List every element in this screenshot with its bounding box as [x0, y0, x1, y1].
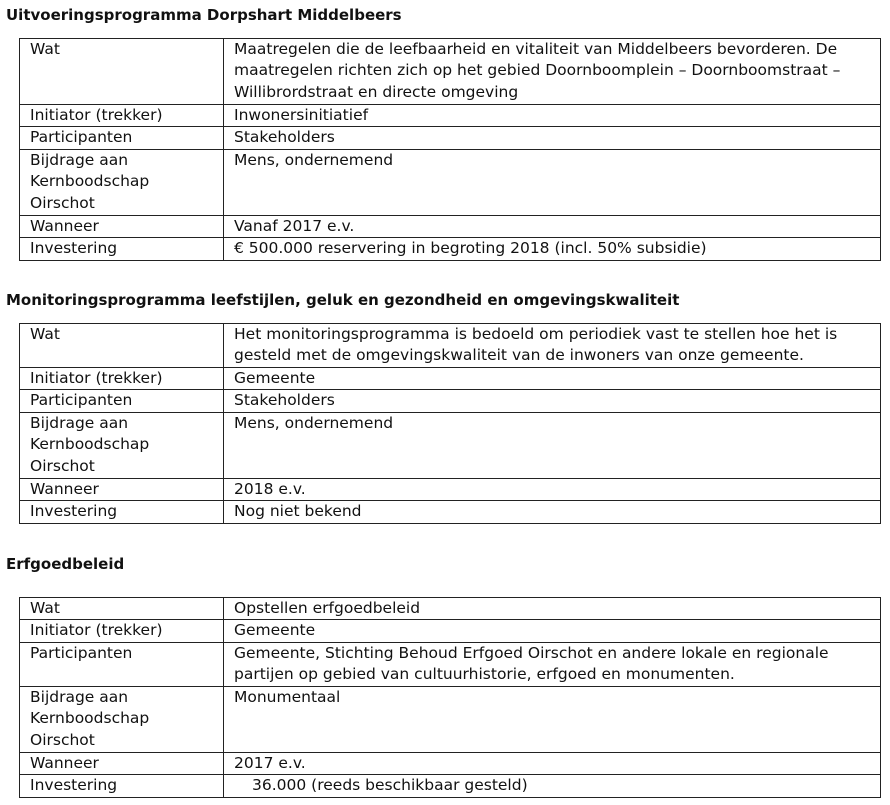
table-row — [20, 642, 881, 686]
row-label: Initiator (trekker) — [20, 368, 224, 390]
row-value: 36.000 (reeds beschikbaar gesteld) — [224, 775, 881, 797]
row-label: Participanten — [20, 390, 224, 412]
program-table-erfgoed — [19, 597, 881, 798]
table-row — [20, 686, 881, 752]
section-title-monitoring: Monitoringsprogramma leefstijlen, geluk en gezondheid en omgevingskwaliteit — [6, 291, 680, 309]
row-value: Monumentaal — [224, 686, 881, 752]
table-row — [20, 105, 881, 127]
program-table-monitoring — [19, 323, 881, 524]
row-value: Gemeente — [224, 368, 881, 390]
row-label: Wat — [20, 598, 224, 620]
row-value: Stakeholders — [224, 390, 881, 412]
row-value: 2017 e.v. — [224, 752, 881, 774]
row-label: Wanneer — [20, 752, 224, 774]
table-row — [20, 478, 881, 500]
row-value: Opstellen erfgoedbeleid — [224, 598, 881, 620]
row-value: Mens, ondernemend — [224, 149, 881, 215]
row-label: Wat — [20, 39, 224, 105]
row-label: Investering — [20, 238, 224, 260]
table-row — [20, 238, 881, 260]
row-value: Mens, ondernemend — [224, 412, 881, 478]
row-value: Vanaf 2017 e.v. — [224, 215, 881, 237]
row-label: Wanneer — [20, 478, 224, 500]
row-label: Participanten — [20, 127, 224, 149]
row-value: Het monitoringsprogramma is bedoeld om periodiek vast te stellen hoe het is gesteld met de omgevingskwaliteit van de inwoners van onze gemeente. — [224, 324, 881, 368]
row-value: Gemeente, Stichting Behoud Erfgoed Oirschot en andere lokale en regionale partijen op gebied van cultuurhistorie, erfgoed en monumenten. — [224, 642, 881, 686]
section-title-dorpshart: Uitvoeringsprogramma Dorpshart Middelbeers — [6, 6, 402, 24]
table-row — [20, 620, 881, 642]
row-value: 2018 e.v. — [224, 478, 881, 500]
row-label: Initiator (trekker) — [20, 620, 224, 642]
table-row — [20, 127, 881, 149]
row-value: Maatregelen die de leefbaarheid en vitaliteit van Middelbeers bevorderen. De maatregelen richten zich op het gebied Doornboomplein – Doornboomstraat – Willibrordstraat en directe omgeving — [224, 39, 881, 105]
row-value: Stakeholders — [224, 127, 881, 149]
section-title-erfgoed: Erfgoedbeleid — [6, 555, 125, 573]
table-row — [20, 390, 881, 412]
row-value: Inwonersinitiatief — [224, 105, 881, 127]
table-row — [20, 775, 881, 797]
row-label: Participanten — [20, 642, 224, 686]
row-label: Bijdrage aan Kernboodschap Oirschot — [20, 149, 224, 215]
row-label: Investering — [20, 501, 224, 523]
table-row — [20, 501, 881, 523]
row-label: Initiator (trekker) — [20, 105, 224, 127]
row-label: Investering — [20, 775, 224, 797]
row-value: € 500.000 reservering in begroting 2018 (incl. 50% subsidie) — [224, 238, 881, 260]
row-label: Bijdrage aan Kernboodschap Oirschot — [20, 686, 224, 752]
table-row — [20, 412, 881, 478]
table-row — [20, 368, 881, 390]
row-value: Gemeente — [224, 620, 881, 642]
table-row — [20, 215, 881, 237]
row-label: Wanneer — [20, 215, 224, 237]
program-table-dorpshart — [19, 38, 881, 261]
row-label: Wat — [20, 324, 224, 368]
table-row — [20, 598, 881, 620]
row-label: Bijdrage aan Kernboodschap Oirschot — [20, 412, 224, 478]
table-row — [20, 149, 881, 215]
table-row — [20, 752, 881, 774]
table-row — [20, 39, 881, 105]
table-row — [20, 324, 881, 368]
row-value: Nog niet bekend — [224, 501, 881, 523]
